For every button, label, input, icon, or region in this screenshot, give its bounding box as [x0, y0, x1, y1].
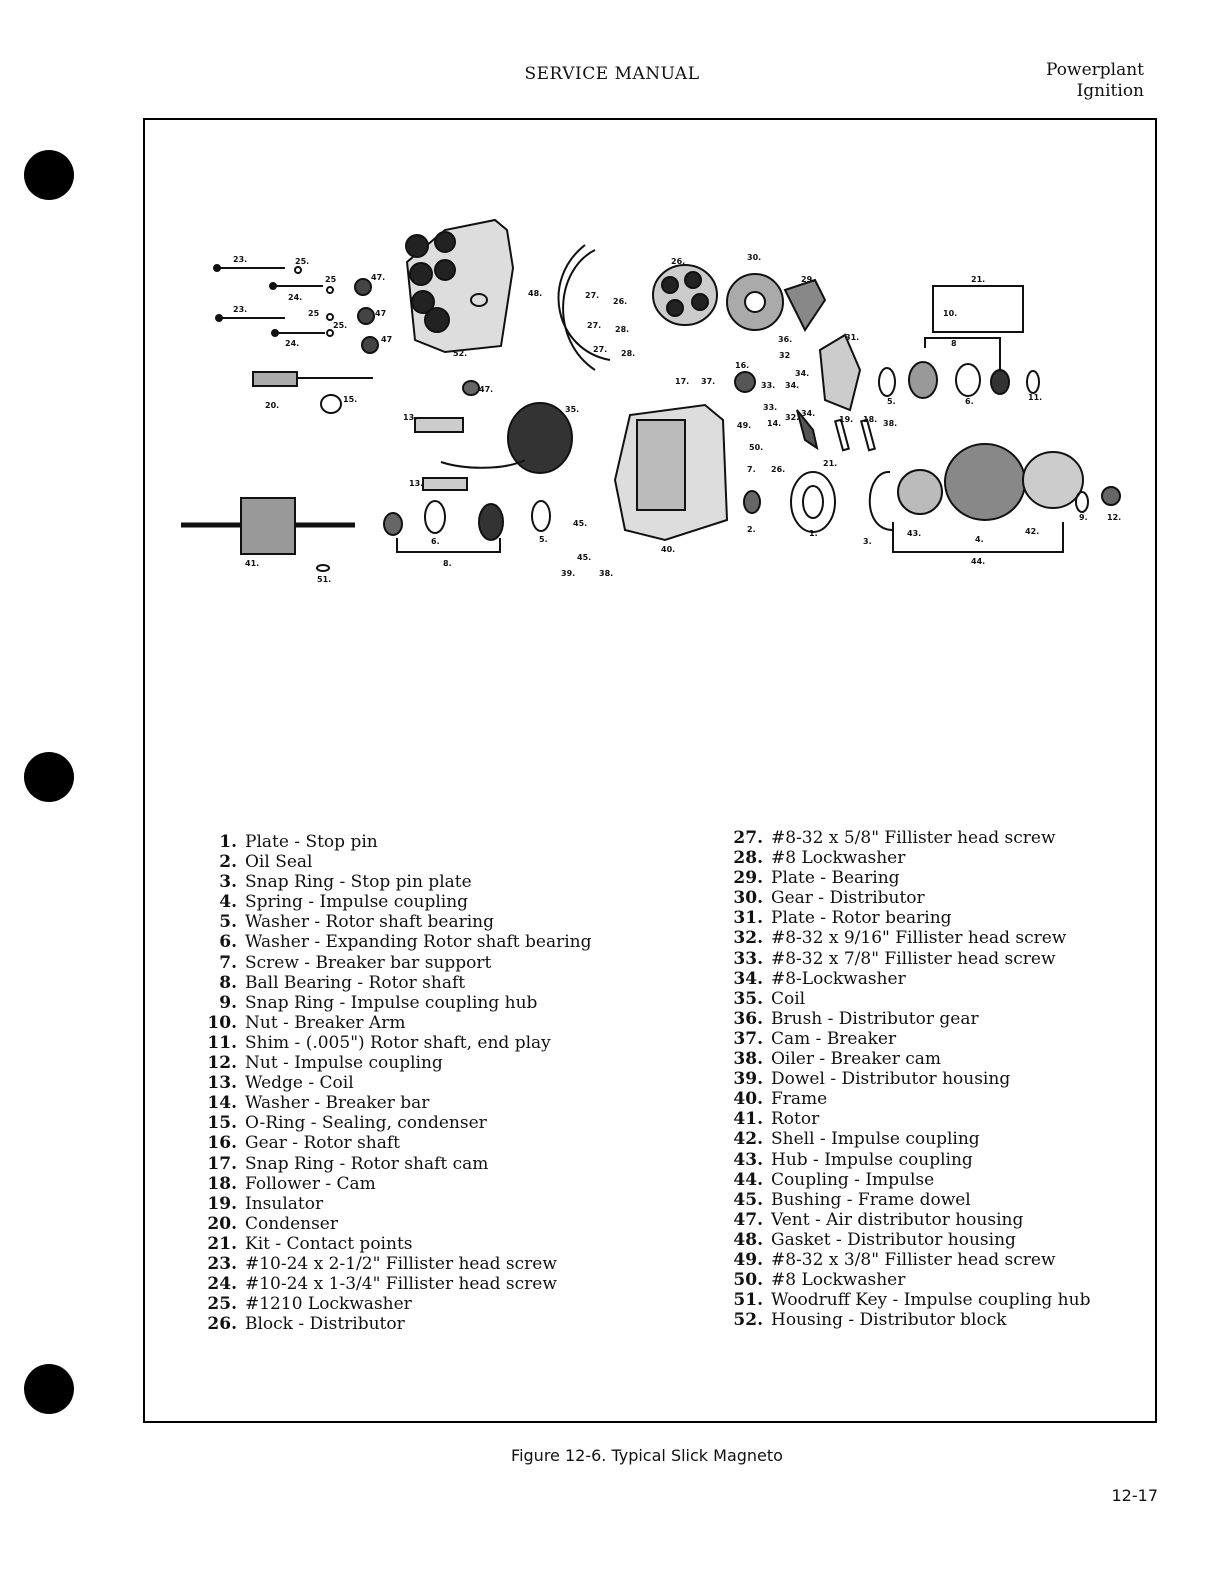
legend-item: 50. #8 Lockwasher [733, 1270, 906, 1291]
callout: 37. [701, 377, 716, 386]
callout: 26. [771, 465, 786, 474]
callout: 7. [747, 465, 756, 474]
legend-item: 40. Frame [733, 1089, 828, 1110]
callout: 52. [453, 349, 468, 358]
callout: 14. [767, 419, 782, 428]
callout: 2. [747, 525, 756, 534]
parts-legend-left [197, 832, 592, 1334]
legend-item: 24. #10-24 x 1-3/4" Fillister head screw [207, 1274, 557, 1295]
callout: 17. [675, 377, 690, 386]
binder-hole-bottom [24, 1364, 74, 1414]
legend-item: 10. Nut - Breaker Arm [207, 1012, 406, 1033]
callout: 1. [809, 529, 818, 538]
callout: 10. [943, 309, 958, 318]
legend-item: 31. Plate - Rotor bearing [733, 908, 952, 929]
callout: 23. [233, 305, 248, 314]
legend-item: 44. Coupling - Impulse [733, 1169, 935, 1190]
callout: 25. [295, 257, 310, 266]
callout: 47 [381, 335, 393, 344]
legend-item: 33. #8-32 x 7/8" Fillister head screw [733, 948, 1056, 969]
callout: 42. [1025, 527, 1040, 536]
legend-item: 35. Coil [733, 988, 806, 1009]
callout: 40. [661, 545, 676, 554]
callout: 51. [317, 575, 332, 584]
section-heading [1046, 60, 1144, 102]
callout: 39. [561, 569, 576, 578]
callout: 8 [951, 339, 957, 348]
legend-item: 28. #8 Lockwasher [733, 848, 906, 869]
callout: 19. [839, 415, 854, 424]
legend-item: 1. Plate - Stop pin [219, 832, 378, 852]
legend-item: 8. Ball Bearing - Rotor shaft [219, 972, 466, 993]
legend-item: 16. Gear - Rotor shaft [207, 1133, 401, 1154]
legend-item: 26. Block - Distributor [207, 1314, 405, 1335]
callout: 15. [343, 395, 358, 404]
subsection-name: Ignition [1076, 81, 1144, 101]
callout: 47 [375, 309, 387, 318]
callout: 28. [615, 325, 630, 334]
legend-item: 41. Rotor [733, 1109, 820, 1130]
legend-item: 37. Cam - Breaker [733, 1028, 897, 1049]
legend-item: 18. Follower - Cam [207, 1173, 376, 1194]
exploded-magneto-illustration [145, 120, 1155, 800]
callout: 35. [565, 405, 580, 414]
callout: 29. [801, 275, 816, 284]
callout: 26. [671, 257, 686, 266]
manual-title: SERVICE MANUAL [524, 64, 700, 84]
callout: 23. [233, 255, 248, 264]
legend-item: 23. #10-24 x 2-1/2" Fillister head screw [207, 1253, 557, 1274]
callout: 28. [621, 349, 636, 358]
section-name: Powerplant [1046, 60, 1144, 80]
callout: 5. [539, 535, 548, 544]
callout: 18. [863, 415, 878, 424]
callout: 33. [763, 403, 778, 412]
legend-item: 21. Kit - Contact points [207, 1233, 413, 1254]
legend-item: 11. Shim - (.005") Rotor shaft, end play [207, 1032, 551, 1053]
legend-item: 25. #1210 Lockwasher [207, 1294, 412, 1315]
legend-item: 51. Woodruff Key - Impulse coupling hub [733, 1290, 1091, 1311]
legend-item: 5. Washer - Rotor shaft bearing [219, 912, 494, 933]
legend-item: 4. Spring - Impulse coupling [219, 892, 469, 913]
legend-item: 39. Dowel - Distributor housing [733, 1069, 1011, 1090]
legend-item: 43. Hub - Impulse coupling [733, 1149, 973, 1170]
legend-item: 6. Washer - Expanding Rotor shaft bearing [219, 932, 592, 953]
callout: 24. [285, 339, 300, 348]
legend-item: 3. Snap Ring - Stop pin plate [219, 872, 472, 893]
callout: 47. [371, 273, 386, 282]
callout: 32 [779, 351, 791, 360]
legend-item: 15. O-Ring - Sealing, condenser [207, 1113, 487, 1134]
legend-item: 48. Gasket - Distributor housing [733, 1229, 1016, 1250]
legend-item: 47. Vent - Air distributor housing [733, 1209, 1024, 1230]
legend-item: 36. Brush - Distributor gear [733, 1008, 979, 1029]
callout: 21. [971, 275, 986, 284]
callout: 34. [801, 409, 816, 418]
callout: 16. [735, 361, 750, 370]
legend-item: 34. #8-Lockwasher [733, 968, 906, 989]
binder-hole-top [24, 150, 74, 200]
legend-item: 9. Snap Ring - Impulse coupling hub [219, 992, 538, 1013]
callout: 47. [479, 385, 494, 394]
legend-item: 27. #8-32 x 5/8" Fillister head screw [733, 828, 1056, 848]
callout: 48. [528, 289, 543, 298]
binder-hole-middle [24, 752, 74, 802]
legend-item: 2. Oil Seal [219, 852, 313, 873]
callout: 25 [325, 275, 337, 284]
callout: 21. [823, 459, 838, 468]
callout: 44. [971, 557, 986, 566]
legend-item: 17. Snap Ring - Rotor shaft cam [207, 1153, 489, 1174]
legend-item: 13. Wedge - Coil [207, 1073, 354, 1094]
callout: 11. [1028, 393, 1043, 402]
callout: 6. [431, 537, 440, 546]
callout: 30. [747, 253, 762, 262]
callout: 5. [887, 397, 896, 406]
callout: 25. [333, 321, 348, 330]
callout: 50. [749, 443, 764, 452]
callout: 27. [593, 345, 608, 354]
callout: 45. [577, 553, 592, 562]
legend-item: 45. Bushing - Frame dowel [733, 1189, 971, 1210]
callout: 43. [907, 529, 922, 538]
callout: 25 [308, 309, 320, 318]
callout: 36. [778, 335, 793, 344]
callout: 34. [795, 369, 810, 378]
callout: 12. [1107, 513, 1122, 522]
callout: 20. [265, 401, 280, 410]
callout: 24. [288, 293, 303, 302]
legend-item: 29. Plate - Bearing [733, 868, 900, 889]
figure-caption: Figure 12-6. Typical Slick Magneto [511, 1446, 783, 1465]
callout: 49. [737, 421, 752, 430]
legend-item: 7. Screw - Breaker bar support [219, 952, 492, 973]
legend-item: 20. Condenser [207, 1213, 338, 1234]
callout: 13. [409, 479, 424, 488]
callout: 32. [785, 413, 800, 422]
callout: 27. [587, 321, 602, 330]
figure-frame [143, 118, 1157, 1423]
legend-item: 49. #8-32 x 3/8" Fillister head screw [733, 1249, 1056, 1270]
callout: 27. [585, 291, 600, 300]
callout: 6. [965, 397, 974, 406]
callout: 45. [573, 519, 588, 528]
legend-item: 32. #8-32 x 9/16" Fillister head screw [733, 928, 1067, 949]
callout: 4. [975, 535, 984, 544]
callout: 26. [613, 297, 628, 306]
callout: 3. [863, 537, 872, 546]
parts-legend-right [723, 828, 1090, 1330]
legend-item: 38. Oiler - Breaker cam [733, 1049, 942, 1070]
legend-item: 14. Washer - Breaker bar [207, 1093, 430, 1114]
legend-item: 19. Insulator [207, 1193, 324, 1214]
callout: 9. [1079, 513, 1088, 522]
callout: 38. [883, 419, 898, 428]
callout: 38. [599, 569, 614, 578]
callout: 34. [785, 381, 800, 390]
legend-item: 30. Gear - Distributor [733, 888, 925, 909]
callout: 31. [845, 333, 860, 342]
callout: 41. [245, 559, 260, 568]
page-number: 12-17 [1111, 1486, 1158, 1505]
callout: 8. [443, 559, 452, 568]
legend-item: 42. Shell - Impulse coupling [733, 1129, 980, 1150]
legend-item: 12. Nut - Impulse coupling [207, 1053, 443, 1074]
callout: 13. [403, 413, 418, 422]
callout: 33. [761, 381, 776, 390]
legend-item: 52. Housing - Distributor block [733, 1310, 1007, 1331]
